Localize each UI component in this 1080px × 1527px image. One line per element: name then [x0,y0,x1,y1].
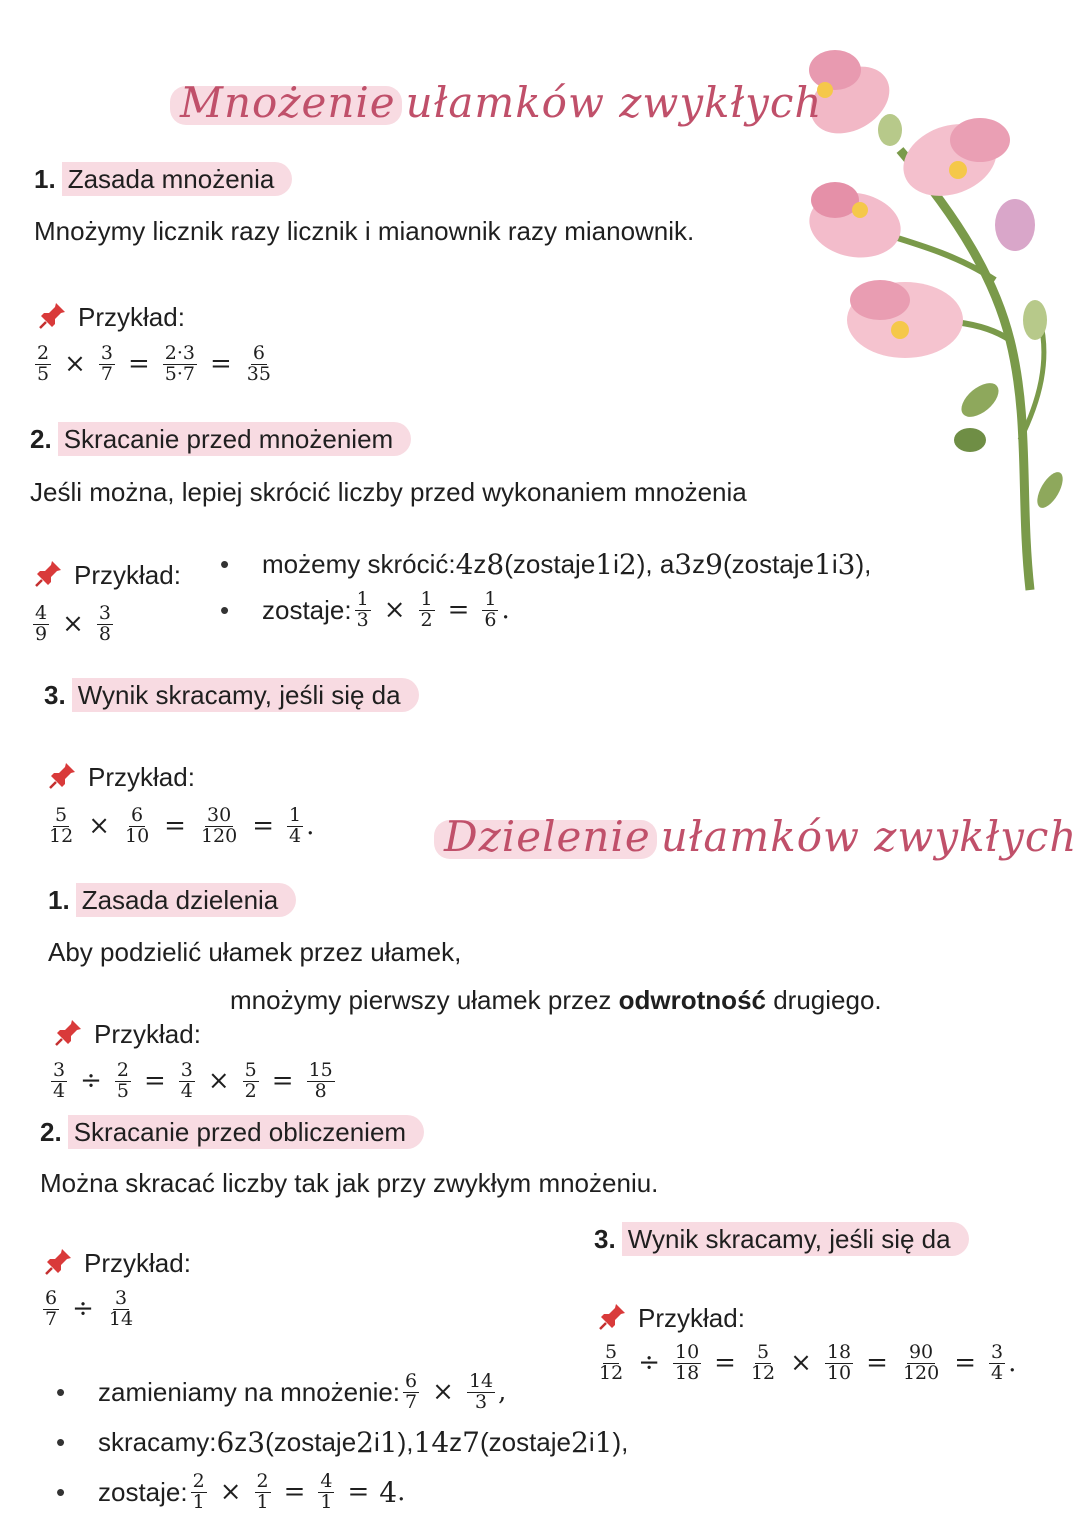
list-item: • zostaje: $\frac{1}{3}$ × $\frac{1}{2}$ = $\frac{1}{6}$ . [220,582,871,638]
example-equation: $\frac{5}{12}$ × $\frac{6}{10}$ = $\frac{30}{120}$ = $\frac{1}{4}$ . [49,804,315,847]
example-equation: $\frac{3}{4}$ ÷ $\frac{2}{5}$ = $\frac{3}{4}$ × $\frac{5}{2}$ = $\frac{15}{8}$ [53,1059,333,1102]
heading-label: Zasada dzielenia [76,883,297,917]
heading-simplify-result-division [594,1224,969,1255]
list-item: • możemy skrócić: 4 z 8 (zostaje 1 i 2 ), a 3 z 9 (zostaje 1 i 3 ), [220,546,871,582]
division-steps [56,1364,628,1520]
example-label: Przykład: [44,1246,191,1279]
example-equation [30,604,116,645]
example-equation: $\frac{6}{7}$ ÷ $\frac{3}{14}$ [45,1287,134,1330]
operator: × [64,349,86,380]
title-multiplication [180,78,822,127]
pushpin-icon [54,1017,84,1047]
rule-text: Mnożymy licznik razy licznik i mianownik razy mianownik. [34,216,695,246]
heading-rule-multiplication [34,164,292,195]
heading-number: 2. [40,1117,62,1147]
heading-number: 1. [48,885,70,915]
example-label: Przykład: [598,1301,745,1334]
heading-number: 2. [30,424,52,454]
pushpin-icon [48,760,78,790]
division-rule-text-1: Aby podzielić ułamek przez ułamek, [48,937,462,967]
fraction: $\frac{2\cdot 3}{5\cdot 7}$ [164,342,195,385]
pushpin-icon [598,1301,628,1331]
heading-label: Skracanie przed mnożeniem [58,422,412,456]
heading-label: Wynik skracamy, jeśli się da [622,1222,969,1256]
operator: = [210,349,232,380]
heading-label: Wynik skracamy, jeśli się da [72,678,419,712]
list-item: • zamieniamy na mnożenie: $\frac{6}{7}$ × $\frac{14}{3}$ , [56,1364,628,1420]
fraction: $\frac{2}{5}$ [37,342,50,385]
title-highlight: Mnożenie [180,78,396,127]
flower-illustration [780,20,1080,600]
example-equation [32,344,276,385]
fraction: $\frac{3}{7}$ [100,342,113,385]
pushpin-icon [34,558,64,588]
heading-rule-division [48,885,296,916]
pushpin-icon [44,1246,74,1276]
example-label: Przykład: [38,300,185,333]
list-item: • zostaje: $\frac{2}{1}$ × $\frac{2}{1}$ = $\frac{4}{1}$ = 4 . [56,1464,628,1520]
simplify-text: Jeśli można, lepiej skrócić liczby przed wykonaniem mnożenia [30,477,747,507]
operator: = [127,349,150,380]
division-rule-text-2: mnożymy pierwszy ułamek przez odwrotność drugiego. [230,985,882,1015]
heading-number: 1. [34,164,56,194]
fraction: $\frac{6}{35}$ [246,342,271,385]
heading-number: 3. [594,1224,616,1254]
example-equation: $\frac{5}{12}$ ÷ $\frac{10}{18}$ = $\frac{5}{12}$ × $\frac{18}{10}$ = $\frac{90}{120}$ = $\frac{3}{4}$ . [599,1341,1017,1384]
example-label: Przykład: [34,558,181,591]
operator: × [62,609,84,640]
heading-label: Skracanie przed obliczeniem [68,1115,424,1149]
fraction: $\frac{4}{9}$ [35,602,48,645]
simplify-calc-text: Można skracać liczby tak jak przy zwykłym mnożeniu. [40,1168,659,1198]
simplify-steps [220,546,871,638]
example-label: Przykład: [54,1017,201,1050]
heading-number: 3. [44,680,66,710]
title-highlight: Dzielenie [444,812,651,861]
title-division [444,812,1077,861]
title-rest: ułamków zwykłych [405,78,823,127]
example-label: Przykład: [48,760,195,793]
fraction: $\frac{3}{8}$ [98,602,111,645]
heading-simplify-result [44,680,419,711]
heading-simplify-before [30,424,411,455]
list-item: • skracamy: 6 z 3 (zostaje 2 i 1 ), 14 z 7 (zostaje 2 i 1 ), [56,1420,628,1464]
title-rest: ułamków zwykłych [660,812,1078,861]
heading-label: Zasada mnożenia [62,162,293,196]
heading-simplify-before-calc [40,1117,424,1148]
pushpin-icon [38,300,68,330]
